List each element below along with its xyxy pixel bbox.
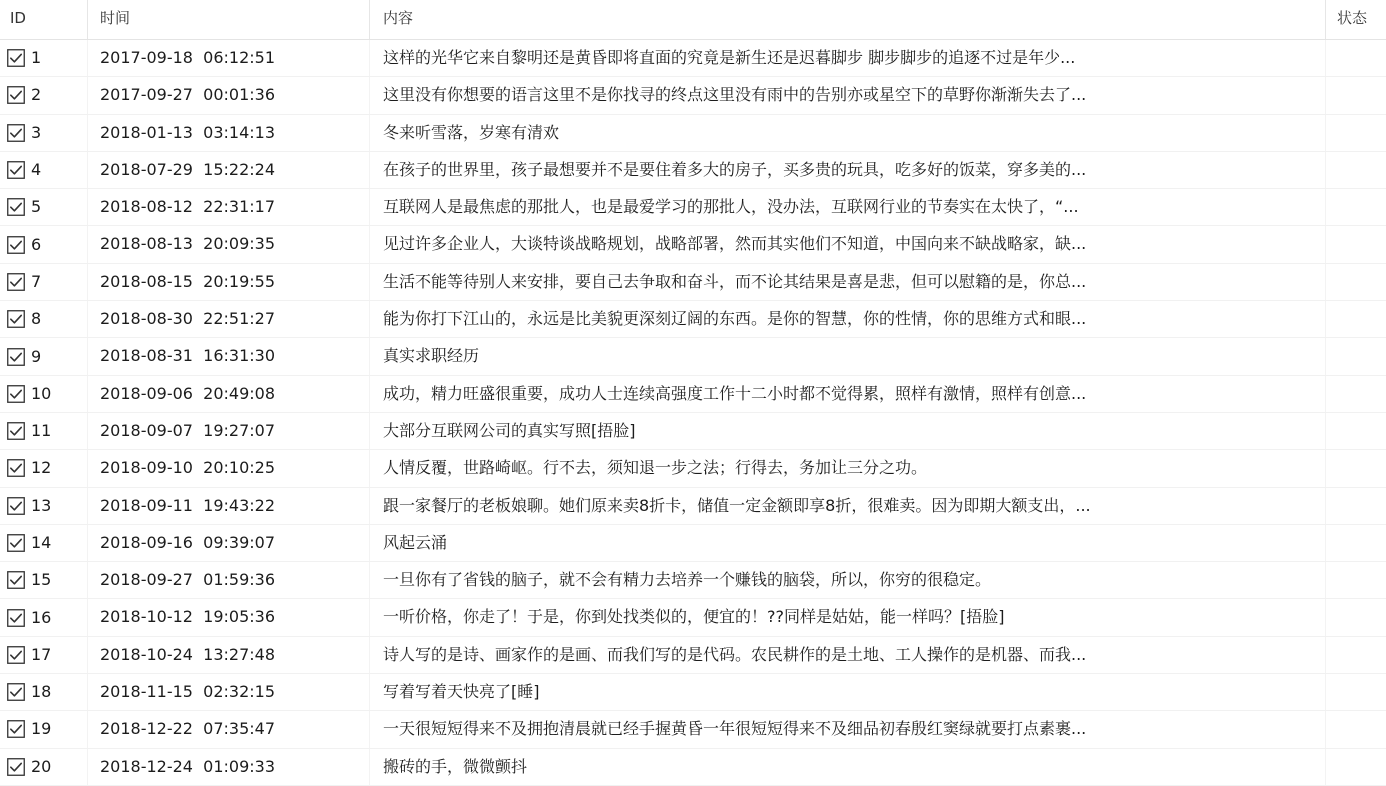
- row-content: 见过许多企业人，大谈特谈战略规划，战略部署，然而其实他们不知道，中国向来不缺战略家，缺...: [370, 226, 1326, 262]
- checkbox-checked-icon: [7, 459, 25, 477]
- checkbox-checked-icon: [7, 720, 25, 738]
- row-content: 人情反覆，世路崎岖。行不去，须知退一步之法；行得去，务加让三分之功。: [370, 450, 1326, 486]
- row-id: 8: [31, 309, 42, 329]
- row-id-cell: [0, 77, 88, 113]
- column-header-time[interactable]: 时间: [88, 0, 370, 39]
- row-status: [1326, 637, 1386, 673]
- row-status: [1326, 749, 1386, 785]
- checkbox-checked-icon: [7, 646, 25, 664]
- row-id: 15: [31, 570, 52, 590]
- row-checkbox[interactable]: [7, 161, 25, 179]
- table-body: [0, 40, 1386, 786]
- row-time: 2018-09-06 20:49:08: [88, 376, 370, 412]
- row-checkbox[interactable]: [7, 273, 25, 291]
- row-id: 12: [31, 458, 52, 478]
- row-content: 这里没有你想要的语言这里不是你找寻的终点这里没有雨中的告别亦或星空下的草野你渐渐失去了...: [370, 77, 1326, 113]
- row-checkbox[interactable]: [7, 720, 25, 738]
- checkbox-checked-icon: [7, 310, 25, 328]
- column-header-content[interactable]: 内容: [370, 0, 1326, 39]
- row-id-cell: [0, 189, 88, 225]
- row-time: 2018-10-12 19:05:36: [88, 599, 370, 635]
- row-time: 2018-09-27 01:59:36: [88, 562, 370, 598]
- row-status: [1326, 115, 1386, 151]
- row-id-cell: [0, 376, 88, 412]
- row-id-cell: [0, 301, 88, 337]
- row-id-cell: [0, 40, 88, 76]
- row-id: 4: [31, 160, 42, 180]
- row-id-cell: [0, 525, 88, 561]
- row-time: 2018-08-12 22:31:17: [88, 189, 370, 225]
- column-header-status[interactable]: 状态: [1337, 9, 1368, 27]
- row-time: 2018-11-15 02:32:15: [88, 674, 370, 710]
- row-time: 2018-08-13 20:09:35: [88, 226, 370, 262]
- row-status: [1326, 301, 1386, 337]
- row-id: 19: [31, 719, 52, 739]
- row-status: [1326, 413, 1386, 449]
- row-id: 11: [31, 421, 52, 441]
- table-row[interactable]: [0, 562, 1386, 599]
- checkbox-checked-icon: [7, 161, 25, 179]
- row-status: [1326, 189, 1386, 225]
- table-row[interactable]: [0, 488, 1386, 525]
- checkbox-checked-icon: [7, 385, 25, 403]
- row-content: 这样的光华它来自黎明还是黄昏即将直面的究竟是新生还是迟暮脚步 脚步脚步的追逐不过是年少...: [370, 40, 1326, 76]
- row-content: 一旦你有了省钱的脑子，就不会有精力去培养一个赚钱的脑袋，所以，你穷的很稳定。: [370, 562, 1326, 598]
- row-time: 2018-09-16 09:39:07: [88, 525, 370, 561]
- row-checkbox[interactable]: [7, 86, 25, 104]
- row-id-cell: [0, 488, 88, 524]
- table-row[interactable]: [0, 226, 1386, 263]
- row-status: [1326, 152, 1386, 188]
- row-time: 2018-08-31 16:31:30: [88, 338, 370, 374]
- row-id: 3: [31, 122, 42, 142]
- row-id: 17: [31, 644, 52, 664]
- row-status: [1326, 226, 1386, 262]
- row-time: 2018-08-15 20:19:55: [88, 264, 370, 300]
- row-time: 2018-09-10 20:10:25: [88, 450, 370, 486]
- row-status: [1326, 562, 1386, 598]
- row-content: 成功，精力旺盛很重要，成功人士连续高强度工作十二小时都不觉得累，照样有激情，照样有创意...: [370, 376, 1326, 412]
- row-id-cell: [0, 749, 88, 785]
- table-header: [0, 0, 1386, 40]
- row-content: 生活不能等待别人来安排，要自己去争取和奋斗，而不论其结果是喜是悲，但可以慰籍的是，你总...: [370, 264, 1326, 300]
- checkbox-checked-icon: [7, 609, 25, 627]
- table-row[interactable]: [0, 749, 1386, 786]
- row-id: 9: [31, 346, 42, 366]
- row-time: 2018-10-24 13:27:48: [88, 637, 370, 673]
- table-row[interactable]: [0, 376, 1386, 413]
- table-row[interactable]: [0, 599, 1386, 636]
- row-status: [1326, 674, 1386, 710]
- row-status: [1326, 40, 1386, 76]
- row-time: 2017-09-27 00:01:36: [88, 77, 370, 113]
- checkbox-checked-icon: [7, 273, 25, 291]
- checkbox-checked-icon: [7, 497, 25, 515]
- row-checkbox[interactable]: [7, 236, 25, 254]
- row-time: 2018-09-11 19:43:22: [88, 488, 370, 524]
- row-id: 14: [31, 533, 52, 552]
- row-time: 2018-01-13 03:14:13: [88, 115, 370, 151]
- row-status: [1326, 599, 1386, 635]
- row-time: 2018-08-30 22:51:27: [88, 301, 370, 337]
- row-status: [1326, 525, 1386, 561]
- row-id-cell: [0, 226, 88, 262]
- row-id: 1: [31, 48, 42, 68]
- row-id: 16: [31, 607, 52, 627]
- table-row[interactable]: [0, 264, 1386, 301]
- checkbox-checked-icon: [7, 422, 25, 440]
- checkbox-checked-icon: [7, 49, 25, 67]
- row-id-cell: [0, 562, 88, 598]
- checkbox-checked-icon: [7, 683, 25, 701]
- row-id-cell: [0, 115, 88, 151]
- checkbox-checked-icon: [7, 571, 25, 589]
- row-id-cell: [0, 599, 88, 635]
- row-id: 10: [31, 383, 52, 403]
- row-checkbox[interactable]: [7, 385, 25, 403]
- row-checkbox[interactable]: [7, 422, 25, 440]
- row-checkbox[interactable]: [7, 497, 25, 515]
- row-content: 一天很短短得来不及拥抱清晨就已经手握黄昏一年很短短得来不及细品初春殷红窦绿就要打点素裹...: [370, 711, 1326, 747]
- row-id-cell: [0, 674, 88, 710]
- row-time: 2018-09-07 19:27:07: [88, 413, 370, 449]
- row-status: [1326, 264, 1386, 300]
- row-status: [1326, 77, 1386, 113]
- row-checkbox[interactable]: [7, 124, 25, 142]
- row-content: 写着写着天快亮了[睡]: [370, 674, 1326, 710]
- table-row[interactable]: [0, 450, 1386, 487]
- checkbox-checked-icon: [7, 758, 25, 776]
- table-row[interactable]: [0, 189, 1386, 226]
- checkbox-checked-icon: [7, 124, 25, 142]
- row-content: 诗人写的是诗、画家作的是画、而我们写的是代码。农民耕作的是土地、工人操作的是机器、而我...: [370, 637, 1326, 673]
- table-row[interactable]: [0, 637, 1386, 674]
- row-id-cell: [0, 338, 88, 374]
- row-id: 20: [31, 756, 52, 776]
- row-checkbox[interactable]: [7, 459, 25, 477]
- row-checkbox[interactable]: [7, 534, 25, 552]
- table-row[interactable]: [0, 77, 1386, 114]
- row-checkbox[interactable]: [7, 646, 25, 664]
- row-id: 18: [31, 682, 52, 702]
- row-content: 大部分互联网公司的真实写照[捂脸]: [370, 413, 1326, 449]
- row-id-cell: [0, 711, 88, 747]
- row-content: 跟一家餐厅的老板娘聊。她们原来卖8折卡，储值一定金额即享8折，很难卖。因为即期大额支出，...: [370, 488, 1326, 524]
- row-checkbox[interactable]: [7, 571, 25, 589]
- checkbox-checked-icon: [7, 86, 25, 104]
- row-id: 2: [31, 85, 42, 105]
- row-id-cell: [0, 413, 88, 449]
- row-id: 5: [31, 197, 42, 217]
- table-row[interactable]: [0, 40, 1386, 77]
- row-checkbox[interactable]: [7, 348, 25, 366]
- table-row[interactable]: [0, 711, 1386, 748]
- row-content: 互联网人是最焦虑的那批人，也是最爱学习的那批人，没办法，互联网行业的节奏实在太快了，“...: [370, 189, 1326, 225]
- row-checkbox[interactable]: [7, 609, 25, 627]
- row-id-cell: [0, 264, 88, 300]
- row-id: 7: [31, 271, 42, 291]
- row-content: 冬来听雪落，岁寒有清欢: [370, 115, 1326, 151]
- row-status: [1326, 711, 1386, 747]
- checkbox-checked-icon: [7, 198, 25, 216]
- row-id-cell: [0, 637, 88, 673]
- row-content: 一听价格，你走了！于是，你到处找类似的，便宜的！??同样是姑姑，能一样吗？[捂脸]: [370, 599, 1326, 635]
- checkbox-checked-icon: [7, 348, 25, 366]
- checkbox-checked-icon: [7, 534, 25, 552]
- row-checkbox[interactable]: [7, 683, 25, 701]
- row-content: 风起云涌: [370, 525, 1326, 561]
- row-status: [1326, 376, 1386, 412]
- row-status: [1326, 488, 1386, 524]
- row-checkbox[interactable]: [7, 310, 25, 328]
- row-checkbox[interactable]: [7, 49, 25, 67]
- table-row[interactable]: [0, 115, 1386, 152]
- row-content: 能为你打下江山的，永远是比美貌更深刻辽阔的东西。是你的智慧，你的性情，你的思维方式和眼...: [370, 301, 1326, 337]
- checkbox-checked-icon: [7, 236, 25, 254]
- row-time: 2018-12-22 07:35:47: [88, 711, 370, 747]
- row-content: 在孩子的世界里，孩子最想要并不是要住着多大的房子，买多贵的玩具，吃多好的饭菜，穿多美的...: [370, 152, 1326, 188]
- column-header-id[interactable]: ID: [0, 0, 88, 39]
- table-row[interactable]: [0, 413, 1386, 450]
- row-time: 2017-09-18 06:12:51: [88, 40, 370, 76]
- row-time: 2018-07-29 15:22:24: [88, 152, 370, 188]
- row-checkbox[interactable]: [7, 758, 25, 776]
- table-row[interactable]: [0, 674, 1386, 711]
- row-status: [1326, 450, 1386, 486]
- row-checkbox[interactable]: [7, 198, 25, 216]
- row-time: 2018-12-24 01:09:33: [88, 749, 370, 785]
- table-row[interactable]: [0, 338, 1386, 375]
- row-status: [1326, 338, 1386, 374]
- row-id: 13: [31, 495, 52, 515]
- table-row[interactable]: [0, 152, 1386, 189]
- table-row[interactable]: [0, 301, 1386, 338]
- row-content: 真实求职经历: [370, 338, 1326, 374]
- row-id-cell: [0, 450, 88, 486]
- row-id-cell: [0, 152, 88, 188]
- row-id: 6: [31, 234, 42, 254]
- row-content: 搬砖的手，微微颤抖: [370, 749, 1326, 785]
- table-row[interactable]: [0, 525, 1386, 562]
